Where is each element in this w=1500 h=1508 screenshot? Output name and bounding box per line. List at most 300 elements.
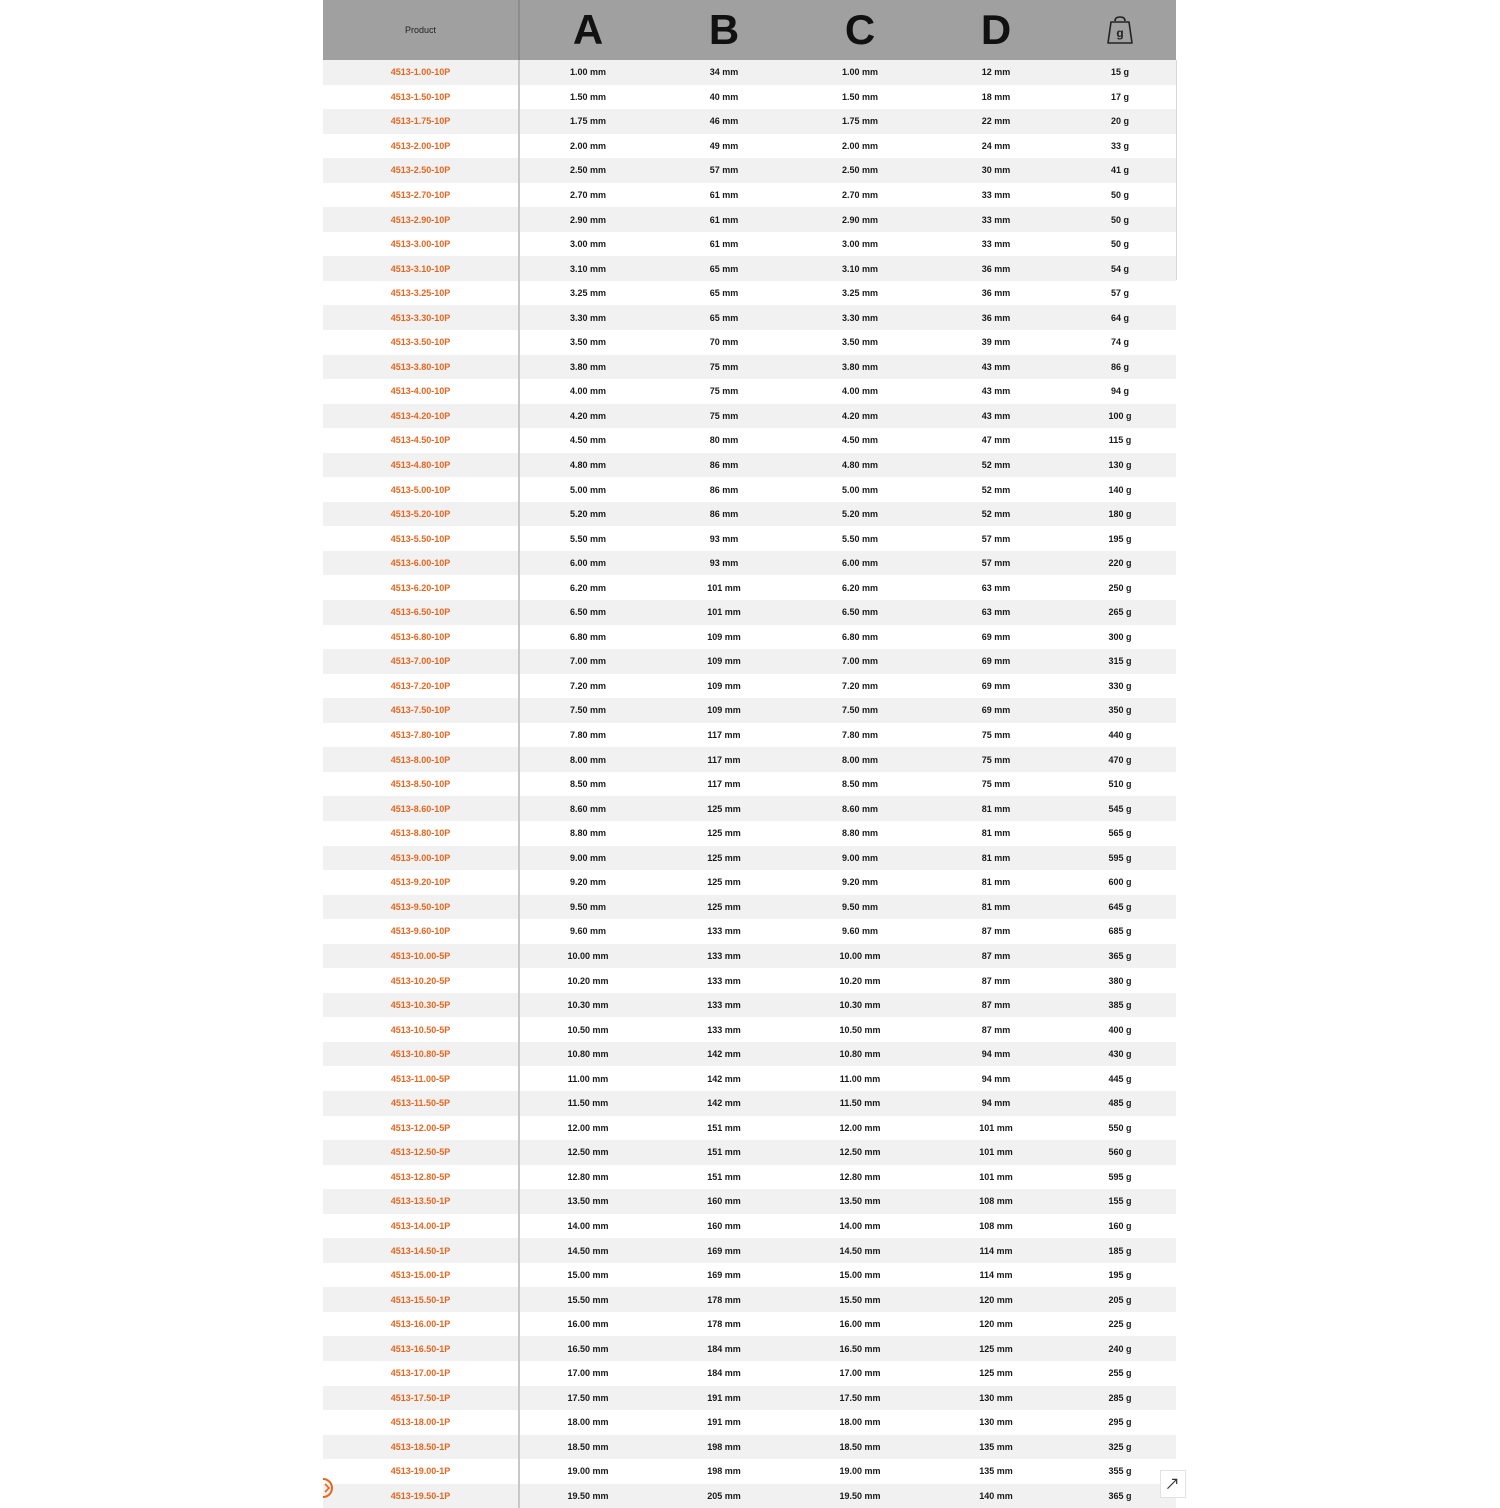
cell-product[interactable]: 4513-4.00-10P bbox=[323, 379, 520, 404]
cell-d: 36 mm bbox=[981, 288, 1011, 299]
cell-weight: 285 g bbox=[1108, 1392, 1132, 1403]
cell-a: 3.00 mm bbox=[569, 239, 607, 250]
table-row bbox=[323, 1066, 1176, 1091]
cell-weight: 50 g bbox=[1110, 190, 1129, 200]
cell-weight: 365 g bbox=[1108, 950, 1132, 961]
cell-b: 65 mm bbox=[709, 263, 739, 274]
cell-product[interactable]: 4513-3.25-10P bbox=[323, 281, 520, 306]
table-row bbox=[323, 1214, 1176, 1239]
cell-a: 11.00 mm bbox=[567, 1073, 609, 1084]
cell-b: 86 mm bbox=[709, 484, 739, 495]
cell-product[interactable]: 4513-12.50-5P bbox=[323, 1140, 520, 1165]
cell-a: 14.00 mm bbox=[567, 1220, 609, 1231]
cell-a: 18.00 mm bbox=[567, 1417, 609, 1428]
cell-d: 114 mm bbox=[979, 1245, 1013, 1256]
cell-c: 4.20 mm bbox=[841, 410, 879, 421]
cell-a: 9.00 mm bbox=[569, 852, 607, 863]
table-row bbox=[323, 379, 1176, 404]
cell-a: 7.50 mm bbox=[569, 705, 607, 716]
cell-c: 16.00 mm bbox=[839, 1319, 881, 1330]
cell-c: 16.50 mm bbox=[839, 1343, 881, 1354]
cell-b: 101 mm bbox=[707, 582, 741, 593]
table-row bbox=[323, 649, 1176, 674]
cell-b: 117 mm bbox=[707, 754, 741, 765]
cell-product[interactable]: 4513-4.80-10P bbox=[323, 453, 520, 478]
cell-product[interactable]: 4513-8.00-10P bbox=[323, 747, 520, 772]
cell-product[interactable]: 4513-5.20-10P bbox=[323, 502, 520, 527]
cell-b: 117 mm bbox=[707, 779, 741, 790]
cell-product[interactable]: 4513-6.00-10P bbox=[323, 551, 520, 576]
cell-c: 6.80 mm bbox=[841, 631, 879, 642]
cell-d: 75 mm bbox=[981, 730, 1011, 741]
table-row bbox=[323, 919, 1176, 944]
cell-a: 4.00 mm bbox=[569, 386, 607, 397]
cell-b: 125 mm bbox=[707, 877, 741, 888]
cell-c: 3.10 mm bbox=[841, 263, 879, 274]
cell-product[interactable]: 4513-3.00-10P bbox=[323, 232, 520, 257]
cell-product[interactable]: 4513-2.50-10P bbox=[323, 158, 520, 183]
cell-c: 12.50 mm bbox=[839, 1147, 881, 1158]
cell-b: 191 mm bbox=[707, 1392, 741, 1403]
cell-a: 6.80 mm bbox=[569, 631, 607, 642]
cell-c: 3.50 mm bbox=[841, 337, 879, 348]
cell-weight: 160 g bbox=[1108, 1220, 1132, 1231]
cell-product[interactable]: 4513-8.80-10P bbox=[323, 821, 520, 846]
table-row bbox=[323, 158, 1176, 183]
cell-product[interactable]: 4513-9.00-10P bbox=[323, 846, 520, 871]
table-row bbox=[323, 1116, 1176, 1141]
cell-product[interactable]: 4513-10.80-5P bbox=[323, 1042, 520, 1067]
cell-c: 5.20 mm bbox=[841, 509, 879, 520]
header-weight bbox=[1064, 0, 1176, 60]
table-row bbox=[323, 1459, 1176, 1484]
cell-b: 86 mm bbox=[709, 460, 739, 471]
table-row bbox=[323, 305, 1176, 330]
cell-product[interactable]: 4513-9.50-10P bbox=[323, 895, 520, 920]
cell-b: 75 mm bbox=[709, 410, 739, 421]
cell-weight: 595 g bbox=[1108, 1171, 1132, 1182]
cell-d: 101 mm bbox=[979, 1147, 1013, 1158]
cell-d: 52 mm bbox=[981, 509, 1011, 520]
cell-a: 8.60 mm bbox=[569, 803, 607, 814]
cell-c: 9.00 mm bbox=[841, 852, 879, 863]
cell-product[interactable]: 4513-14.50-1P bbox=[323, 1238, 520, 1263]
cell-a: 10.80 mm bbox=[567, 1049, 609, 1060]
cell-weight: 510 g bbox=[1108, 779, 1132, 790]
cell-product[interactable]: 4513-19.00-1P bbox=[323, 1459, 520, 1484]
cell-d: 52 mm bbox=[981, 460, 1011, 471]
cell-a: 5.50 mm bbox=[569, 533, 607, 544]
cell-product[interactable]: 4513-11.00-5P bbox=[323, 1066, 520, 1091]
cell-a: 9.60 mm bbox=[569, 926, 607, 937]
cell-d: 22 mm bbox=[981, 116, 1011, 127]
cell-c: 17.00 mm bbox=[839, 1368, 881, 1379]
cell-product[interactable]: 4513-3.80-10P bbox=[323, 355, 520, 380]
cell-product[interactable]: 4513-4.20-10P bbox=[323, 404, 520, 429]
cell-weight: 440 g bbox=[1108, 730, 1132, 741]
table-row bbox=[323, 477, 1176, 502]
cell-d: 125 mm bbox=[979, 1343, 1013, 1354]
cell-b: 178 mm bbox=[707, 1319, 741, 1330]
cell-product[interactable]: 4513-8.50-10P bbox=[323, 772, 520, 797]
cell-b: 93 mm bbox=[709, 533, 739, 544]
cell-product[interactable]: 4513-14.00-1P bbox=[323, 1214, 520, 1239]
cell-product[interactable]: 4513-8.60-10P bbox=[323, 796, 520, 821]
cell-b: 151 mm bbox=[707, 1122, 741, 1133]
cell-d: 101 mm bbox=[979, 1171, 1013, 1182]
cell-product[interactable]: 4513-18.00-1P bbox=[323, 1410, 520, 1435]
cell-product[interactable]: 4513-3.10-10P bbox=[323, 256, 520, 281]
cell-a: 2.50 mm bbox=[569, 165, 607, 176]
cell-c: 5.50 mm bbox=[841, 533, 879, 544]
cell-d: 81 mm bbox=[981, 828, 1011, 839]
cell-b: 75 mm bbox=[709, 386, 739, 397]
cell-a: 11.50 mm bbox=[567, 1098, 609, 1109]
cell-product[interactable]: 4513-13.50-1P bbox=[323, 1189, 520, 1214]
cell-c: 19.00 mm bbox=[839, 1466, 881, 1477]
cell-c: 18.50 mm bbox=[839, 1441, 881, 1452]
cell-weight: 195 g bbox=[1108, 533, 1132, 544]
cell-weight: 265 g bbox=[1108, 607, 1132, 618]
cell-d: 63 mm bbox=[981, 582, 1011, 593]
cell-product[interactable]: 4513-10.50-5P bbox=[323, 1017, 520, 1042]
cell-d: 57 mm bbox=[981, 533, 1011, 544]
table-row bbox=[323, 698, 1176, 723]
cell-b: 191 mm bbox=[707, 1417, 741, 1428]
table-row bbox=[323, 1287, 1176, 1312]
cell-product[interactable]: 4513-1.75-10P bbox=[323, 109, 520, 134]
cell-b: 109 mm bbox=[707, 680, 741, 691]
cell-weight: 560 g bbox=[1108, 1147, 1132, 1158]
cell-b: 133 mm bbox=[707, 950, 741, 961]
cell-d: 87 mm bbox=[981, 1024, 1011, 1035]
cell-weight: 180 g bbox=[1108, 509, 1132, 520]
cell-d: 33 mm bbox=[981, 239, 1011, 250]
cell-c: 1.00 mm bbox=[841, 67, 879, 78]
cell-c: 6.20 mm bbox=[841, 582, 879, 593]
cell-b: 160 mm bbox=[707, 1196, 741, 1207]
cell-product[interactable]: 4513-1.50-10P bbox=[323, 85, 520, 110]
cell-product[interactable]: 4513-11.50-5P bbox=[323, 1091, 520, 1116]
cell-d: 114 mm bbox=[979, 1270, 1013, 1281]
cell-a: 10.20 mm bbox=[567, 975, 609, 986]
table-row bbox=[323, 551, 1176, 576]
cell-product[interactable]: 4513-10.30-5P bbox=[323, 993, 520, 1018]
cell-product[interactable]: 4513-9.20-10P bbox=[323, 870, 520, 895]
cell-a: 9.20 mm bbox=[569, 877, 607, 888]
cell-d: 87 mm bbox=[981, 950, 1011, 961]
cell-d: 81 mm bbox=[981, 877, 1011, 888]
cell-b: 93 mm bbox=[709, 558, 739, 569]
cell-c: 7.80 mm bbox=[841, 730, 879, 741]
cell-a: 3.50 mm bbox=[569, 337, 607, 348]
cell-product[interactable]: 4513-2.00-10P bbox=[323, 134, 520, 159]
cell-a: 16.50 mm bbox=[567, 1343, 609, 1354]
cell-weight: 355 g bbox=[1108, 1466, 1132, 1477]
weight-icon-label: g bbox=[1116, 26, 1124, 40]
cell-c: 15.00 mm bbox=[839, 1270, 881, 1281]
table-row bbox=[323, 207, 1176, 232]
table-row bbox=[323, 502, 1176, 527]
cell-a: 16.00 mm bbox=[567, 1319, 609, 1330]
table-row bbox=[323, 968, 1176, 993]
cell-b: 61 mm bbox=[709, 214, 739, 225]
cell-a: 13.50 mm bbox=[567, 1196, 609, 1207]
cell-product[interactable]: 4513-17.50-1P bbox=[323, 1386, 520, 1411]
cell-a: 6.50 mm bbox=[569, 607, 607, 618]
cell-a: 5.00 mm bbox=[569, 484, 607, 495]
cell-d: 30 mm bbox=[981, 165, 1011, 176]
cell-c: 8.00 mm bbox=[841, 754, 879, 765]
cell-product[interactable]: 4513-17.00-1P bbox=[323, 1361, 520, 1386]
cell-product[interactable]: 4513-1.00-10P bbox=[323, 60, 520, 85]
cell-a: 12.80 mm bbox=[567, 1171, 609, 1182]
cell-weight: 195 g bbox=[1108, 1270, 1132, 1281]
cell-weight: 155 g bbox=[1108, 1196, 1132, 1207]
table-row bbox=[323, 232, 1176, 257]
cell-d: 69 mm bbox=[981, 631, 1011, 642]
table-row bbox=[323, 846, 1176, 871]
table-row bbox=[323, 1238, 1176, 1263]
cell-d: 140 mm bbox=[979, 1490, 1013, 1501]
table-row bbox=[323, 944, 1176, 969]
cell-product[interactable]: 4513-3.50-10P bbox=[323, 330, 520, 355]
table-row bbox=[323, 1189, 1176, 1214]
cell-weight: 220 g bbox=[1108, 558, 1132, 569]
cell-b: 61 mm bbox=[709, 190, 739, 200]
cell-a: 2.70 mm bbox=[569, 190, 607, 200]
cell-c: 10.80 mm bbox=[839, 1049, 881, 1060]
cell-c: 12.00 mm bbox=[839, 1122, 881, 1133]
cell-weight: 565 g bbox=[1108, 828, 1132, 839]
cell-d: 69 mm bbox=[981, 680, 1011, 691]
cell-weight: 115 g bbox=[1108, 435, 1132, 446]
cell-product[interactable]: 4513-10.20-5P bbox=[323, 968, 520, 993]
cell-c: 5.00 mm bbox=[841, 484, 879, 495]
cell-weight: 545 g bbox=[1108, 803, 1132, 814]
cell-product[interactable]: 4513-3.30-10P bbox=[323, 305, 520, 330]
cell-b: 151 mm bbox=[707, 1147, 741, 1158]
cell-c: 10.20 mm bbox=[839, 975, 881, 986]
cell-c: 3.00 mm bbox=[841, 239, 879, 250]
cell-b: 169 mm bbox=[707, 1245, 741, 1256]
cell-weight: 380 g bbox=[1108, 975, 1132, 986]
cell-a: 3.30 mm bbox=[569, 312, 607, 323]
cell-weight: 15 g bbox=[1110, 67, 1129, 78]
cell-a: 10.00 mm bbox=[567, 950, 609, 961]
cell-a: 7.20 mm bbox=[569, 680, 607, 691]
cell-a: 4.50 mm bbox=[569, 435, 607, 446]
cell-b: 198 mm bbox=[707, 1466, 741, 1477]
table-row bbox=[323, 85, 1176, 110]
table-row bbox=[323, 1386, 1176, 1411]
cell-weight: 685 g bbox=[1108, 926, 1132, 937]
cell-d: 81 mm bbox=[981, 901, 1011, 912]
cell-product[interactable]: 4513-4.50-10P bbox=[323, 428, 520, 453]
cell-d: 81 mm bbox=[981, 852, 1011, 863]
cell-c: 9.50 mm bbox=[841, 901, 879, 912]
cell-d: 43 mm bbox=[981, 410, 1011, 421]
cell-b: 133 mm bbox=[707, 926, 741, 937]
cell-d: 94 mm bbox=[981, 1098, 1011, 1109]
scroll-indicator-icon[interactable] bbox=[323, 1477, 337, 1499]
cell-b: 198 mm bbox=[707, 1441, 741, 1452]
table-row bbox=[323, 993, 1176, 1018]
cell-weight: 240 g bbox=[1108, 1343, 1132, 1354]
cell-a: 7.00 mm bbox=[569, 656, 607, 667]
cell-product[interactable]: 4513-12.80-5P bbox=[323, 1165, 520, 1190]
cell-d: 24 mm bbox=[981, 140, 1011, 151]
cell-a: 3.10 mm bbox=[569, 263, 607, 274]
cell-product[interactable]: 4513-16.50-1P bbox=[323, 1336, 520, 1361]
cell-c: 9.20 mm bbox=[841, 877, 879, 888]
cell-weight: 94 g bbox=[1110, 386, 1129, 397]
cell-a: 19.00 mm bbox=[567, 1466, 609, 1477]
cell-weight: 17 g bbox=[1110, 91, 1129, 102]
cell-d: 33 mm bbox=[981, 190, 1011, 200]
table-row bbox=[323, 1091, 1176, 1116]
table-row bbox=[323, 404, 1176, 429]
cell-product[interactable]: 4513-7.00-10P bbox=[323, 649, 520, 674]
cell-weight: 445 g bbox=[1108, 1073, 1132, 1084]
cell-a: 6.20 mm bbox=[569, 582, 607, 593]
cell-weight: 140 g bbox=[1108, 484, 1132, 495]
cell-a: 7.80 mm bbox=[569, 730, 607, 741]
cell-a: 10.50 mm bbox=[567, 1024, 609, 1035]
cell-weight: 74 g bbox=[1110, 337, 1129, 348]
cell-product[interactable]: 4513-7.50-10P bbox=[323, 698, 520, 723]
cell-d: 12 mm bbox=[981, 67, 1011, 78]
cell-product[interactable]: 4513-9.60-10P bbox=[323, 919, 520, 944]
cell-c: 3.80 mm bbox=[841, 361, 879, 372]
table-row bbox=[323, 526, 1176, 551]
cell-weight: 400 g bbox=[1108, 1024, 1132, 1035]
cell-product[interactable]: 4513-6.80-10P bbox=[323, 625, 520, 650]
table-row bbox=[323, 723, 1176, 748]
cell-weight: 86 g bbox=[1110, 361, 1129, 372]
cell-b: 133 mm bbox=[707, 1024, 741, 1035]
cell-c: 6.00 mm bbox=[841, 558, 879, 569]
cell-b: 40 mm bbox=[709, 91, 739, 102]
cell-d: 69 mm bbox=[981, 656, 1011, 667]
cell-weight: 315 g bbox=[1108, 656, 1132, 667]
cell-b: 205 mm bbox=[707, 1490, 741, 1501]
header-col-a: A bbox=[572, 6, 604, 53]
cell-product[interactable]: 4513-6.20-10P bbox=[323, 575, 520, 600]
cell-product[interactable]: 4513-15.50-1P bbox=[323, 1287, 520, 1312]
cell-a: 8.50 mm bbox=[569, 779, 607, 790]
cell-product[interactable]: 4513-16.00-1P bbox=[323, 1312, 520, 1337]
cell-weight: 41 g bbox=[1110, 165, 1129, 176]
cell-a: 4.20 mm bbox=[569, 410, 607, 421]
cell-c: 8.60 mm bbox=[841, 803, 879, 814]
table-row bbox=[323, 1435, 1176, 1460]
cell-a: 1.50 mm bbox=[569, 91, 607, 102]
cell-b: 34 mm bbox=[709, 67, 739, 78]
cell-c: 3.25 mm bbox=[841, 288, 879, 299]
table-row bbox=[323, 796, 1176, 821]
cell-d: 130 mm bbox=[979, 1392, 1013, 1403]
cell-c: 10.30 mm bbox=[839, 1000, 881, 1011]
table-row bbox=[323, 428, 1176, 453]
cell-b: 142 mm bbox=[707, 1098, 741, 1109]
cell-product[interactable]: 4513-2.70-10P bbox=[323, 183, 520, 208]
table-row bbox=[323, 355, 1176, 380]
cell-d: 94 mm bbox=[981, 1073, 1011, 1084]
cell-weight: 64 g bbox=[1110, 312, 1129, 323]
cell-b: 49 mm bbox=[709, 140, 739, 151]
cell-c: 4.00 mm bbox=[841, 386, 879, 397]
cell-a: 8.80 mm bbox=[569, 828, 607, 839]
cell-b: 125 mm bbox=[707, 803, 741, 814]
cell-c: 2.50 mm bbox=[841, 165, 879, 176]
cell-weight: 350 g bbox=[1108, 705, 1132, 716]
cell-a: 15.00 mm bbox=[567, 1270, 609, 1281]
cell-weight: 20 g bbox=[1110, 116, 1129, 127]
table-row bbox=[323, 575, 1176, 600]
cell-product[interactable]: 4513-2.90-10P bbox=[323, 207, 520, 232]
cell-a: 15.50 mm bbox=[567, 1294, 609, 1305]
cell-product[interactable]: 4513-5.50-10P bbox=[323, 526, 520, 551]
cell-c: 4.80 mm bbox=[841, 460, 879, 471]
table-row bbox=[323, 1336, 1176, 1361]
cell-d: 94 mm bbox=[981, 1049, 1011, 1060]
cell-product[interactable]: 4513-5.00-10P bbox=[323, 477, 520, 502]
cell-a: 1.75 mm bbox=[569, 116, 607, 127]
cell-weight: 550 g bbox=[1108, 1122, 1132, 1133]
expand-icon[interactable] bbox=[1160, 1470, 1186, 1498]
cell-product[interactable]: 4513-7.20-10P bbox=[323, 674, 520, 699]
cell-b: 160 mm bbox=[707, 1220, 741, 1231]
cell-weight: 295 g bbox=[1108, 1417, 1132, 1428]
table-row bbox=[323, 256, 1176, 281]
table-row bbox=[323, 747, 1176, 772]
cell-weight: 485 g bbox=[1108, 1098, 1132, 1109]
table-row bbox=[323, 1410, 1176, 1435]
cell-weight: 325 g bbox=[1108, 1441, 1132, 1452]
cell-d: 36 mm bbox=[981, 263, 1011, 274]
cell-a: 4.80 mm bbox=[569, 460, 607, 471]
cell-c: 14.00 mm bbox=[839, 1220, 881, 1231]
table-row bbox=[323, 1165, 1176, 1190]
cell-product[interactable]: 4513-7.80-10P bbox=[323, 723, 520, 748]
cell-a: 5.20 mm bbox=[569, 509, 607, 520]
cell-weight: 130 g bbox=[1108, 460, 1132, 471]
table-row bbox=[323, 1263, 1176, 1288]
cell-product[interactable]: 4513-6.50-10P bbox=[323, 600, 520, 625]
cell-weight: 430 g bbox=[1108, 1049, 1132, 1060]
cell-c: 14.50 mm bbox=[839, 1245, 881, 1256]
cell-b: 86 mm bbox=[709, 509, 739, 520]
cell-product[interactable]: 4513-18.50-1P bbox=[323, 1435, 520, 1460]
cell-a: 3.80 mm bbox=[569, 361, 607, 372]
cell-product[interactable]: 4513-12.00-5P bbox=[323, 1116, 520, 1141]
cell-weight: 57 g bbox=[1110, 288, 1129, 299]
cell-c: 11.50 mm bbox=[839, 1098, 881, 1109]
cell-d: 63 mm bbox=[981, 607, 1011, 618]
table-row bbox=[323, 772, 1176, 797]
cell-c: 7.50 mm bbox=[841, 705, 879, 716]
cell-product[interactable]: 4513-10.00-5P bbox=[323, 944, 520, 969]
cell-a: 3.25 mm bbox=[569, 288, 607, 299]
cell-b: 101 mm bbox=[707, 607, 741, 618]
cell-c: 10.50 mm bbox=[839, 1024, 881, 1035]
cell-product[interactable]: 4513-19.50-1P bbox=[323, 1484, 520, 1508]
cell-product[interactable]: 4513-15.00-1P bbox=[323, 1263, 520, 1288]
table-row bbox=[323, 674, 1176, 699]
cell-a: 9.50 mm bbox=[569, 901, 607, 912]
cell-d: 125 mm bbox=[979, 1368, 1013, 1379]
